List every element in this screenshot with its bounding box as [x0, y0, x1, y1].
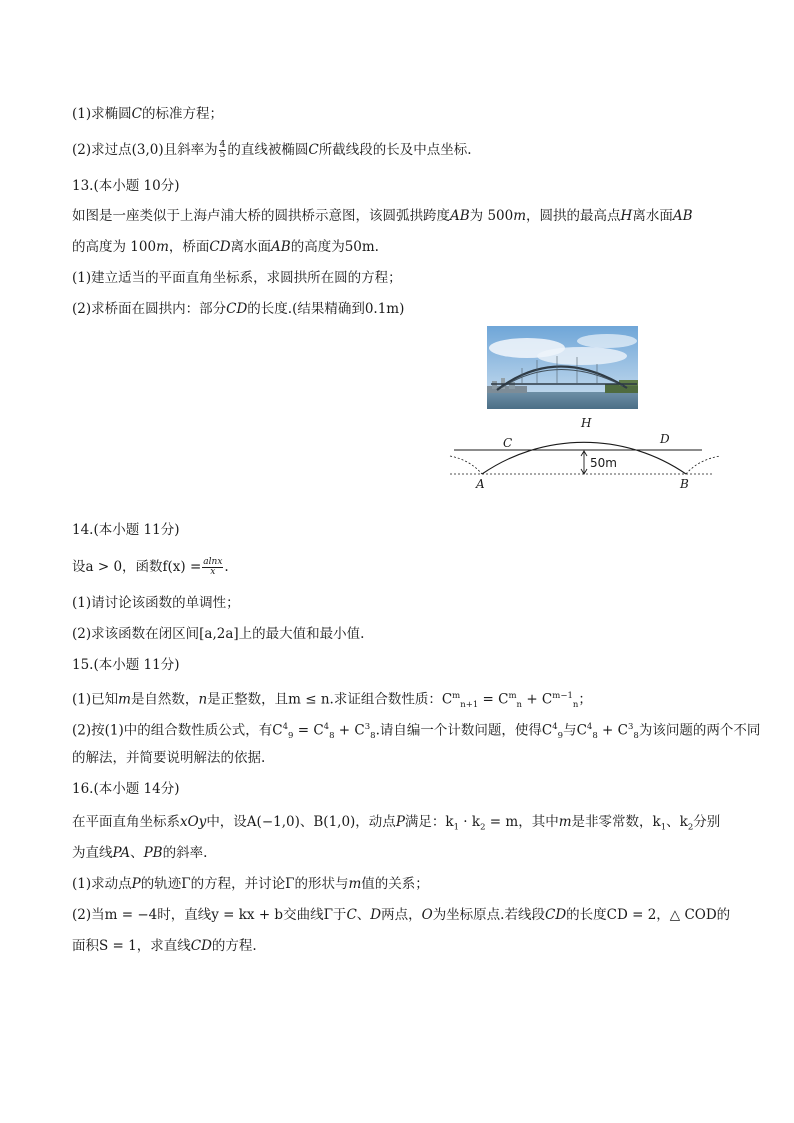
text: 的轨迹Γ的方程，并讨论Γ的形状与	[140, 876, 349, 892]
text: 的长度.(结果精确到0.1m)	[247, 301, 405, 317]
text: ，桥面	[168, 239, 210, 255]
p13-header: 13.(本小题 10分)	[72, 178, 180, 194]
label-c: C	[503, 436, 513, 450]
p16-line-2	[72, 843, 207, 863]
fraction-alnx-x	[202, 558, 223, 577]
right-dashed-curve	[686, 456, 720, 474]
var-ab: AB	[450, 208, 470, 224]
p15-question-2-cont: 的解法，并简要说明解法的依据.	[72, 750, 266, 766]
var-ab: AB	[672, 208, 693, 224]
text: 设a > 0，函数f(x) =	[72, 559, 202, 575]
p15-header: 15.(本小题 11分)	[72, 657, 180, 673]
p14-question-2: (2)求该函数在闭区间[a,2a]上的最大值和最小值.	[72, 626, 365, 642]
text: 的标准方程；	[141, 106, 223, 122]
text: (1)求椭圆	[72, 106, 132, 122]
text: 、	[356, 907, 371, 923]
var-pa: PA	[112, 845, 131, 861]
text: 两点，	[381, 907, 422, 923]
p16-line-1: 在平面直角坐标系xOy中，设A(−1,0)、B(1,0)，动点P满足：$k_1 \cdot k_2 = m$，其中m是非零常数，$k_1$、$k_2$分别	[72, 814, 721, 833]
text: (1)已知	[72, 691, 119, 708]
var-m: m	[558, 814, 572, 830]
text: 在平面直角坐标系	[72, 814, 180, 830]
text: 离水面	[632, 208, 673, 224]
text: 面积S = 1，求直线	[72, 938, 191, 954]
p16-question-2-cont	[72, 936, 257, 956]
p13-line-1	[72, 206, 693, 226]
text: 、k	[666, 814, 688, 830]
var-d: D	[370, 907, 382, 923]
text: 是非零常数，k	[571, 814, 661, 830]
text: (2)求桥面在圆拱内：部分	[72, 301, 227, 317]
p12-question-2	[72, 140, 472, 160]
bridge-photo	[487, 326, 638, 409]
text: = m，其中	[485, 814, 559, 830]
var-p: P	[395, 814, 405, 830]
p16-header: 16.(本小题 14分)	[72, 781, 180, 797]
var-p: P	[131, 876, 141, 892]
text: ；	[578, 691, 592, 708]
text: .	[224, 559, 229, 575]
text: 的方程.	[211, 938, 257, 954]
var-cd: CD	[544, 907, 567, 923]
text: 的直线被椭圆	[227, 142, 309, 158]
denominator: x	[210, 567, 216, 577]
text: 如图是一座类似于上海卢浦大桥的圆拱桥示意图，该圆弧拱跨度	[72, 208, 450, 224]
p14-question-1: (1)请讨论该函数的单调性；	[72, 595, 240, 611]
text: 是正整数，且m ≤ n.求证组合数性质：	[207, 691, 442, 708]
p16-question-2	[72, 905, 730, 925]
text: 分别	[693, 814, 721, 830]
text: (1)求动点	[72, 876, 132, 892]
var-c: C	[131, 106, 142, 122]
left-dashed-curve	[450, 456, 482, 474]
text: 值的关系；	[361, 876, 429, 892]
var-cd: CD	[190, 938, 212, 954]
p15-question-2	[72, 717, 760, 746]
combination-sum: $C^4_8 + C^3_8$	[576, 722, 639, 742]
label-50m: 50m	[590, 456, 617, 470]
denominator: 5	[219, 150, 226, 160]
var-o: O	[421, 907, 433, 923]
p14-line-1	[72, 557, 229, 577]
var-n: n	[198, 691, 208, 708]
text: · k	[459, 814, 481, 830]
var-m: m	[156, 239, 169, 255]
text: 的长度CD = 2，	[566, 907, 670, 923]
p14-header: 14.(本小题 11分)	[72, 522, 180, 538]
text: (2)求过点(3,0)且斜率为	[72, 142, 218, 158]
text: 是自然数，	[130, 691, 199, 708]
var-m: m	[118, 691, 131, 708]
text: .请自编一个计数问题，使得	[375, 722, 542, 739]
text: 为该问题的两个不同	[638, 722, 761, 739]
p15-question-1	[72, 686, 592, 715]
text: 、	[130, 845, 144, 861]
var-ab: AB	[271, 239, 291, 255]
text: △ COD的	[669, 907, 731, 923]
text: 满足：k	[404, 814, 454, 830]
text: 所截线段的长及中点坐标.	[318, 142, 472, 158]
text: 的斜率.	[162, 845, 208, 861]
arch-diagram	[440, 412, 730, 494]
var-pb: PB	[143, 845, 163, 861]
combination-identity: $C^m_{n+1} = C^m_n + C^{m-1}_n$	[441, 691, 579, 711]
text: (2)按(1)中的组合数性质公式，有	[72, 722, 273, 739]
combination-c49: $C^4_9$	[541, 722, 564, 742]
label-d: D	[660, 432, 670, 446]
var-xoy: xOy	[180, 814, 207, 830]
text: ，圆拱的最高点	[526, 208, 621, 224]
var-cd: CD	[209, 239, 231, 255]
text: 为 500	[469, 208, 514, 224]
var-h: H	[620, 208, 633, 224]
text: 为直线	[72, 845, 113, 861]
var-c: C	[308, 142, 319, 158]
numerator: alnx	[203, 557, 223, 567]
p13-question-2	[72, 299, 404, 319]
var-m: m	[513, 208, 527, 224]
numerator: 4	[219, 140, 226, 150]
var-cd: CD	[226, 301, 248, 317]
var-m: m	[348, 876, 362, 892]
label-h: H	[581, 416, 592, 430]
fraction-4-5	[219, 141, 227, 160]
text: 离水面	[230, 239, 272, 255]
text: 的高度为 100	[72, 239, 157, 255]
text: 为坐标原点.若线段	[432, 907, 545, 923]
p13-line-2	[72, 237, 379, 257]
text: 中，设A(−1,0)、B(1,0)，动点	[206, 814, 396, 830]
label-b: B	[680, 477, 689, 491]
text: 的高度为50m.	[290, 239, 379, 255]
p16-question-1	[72, 874, 429, 894]
p12-question-1	[72, 104, 223, 124]
combination-example: $C^4_9 = C^4_8 + C^3_8$	[272, 722, 376, 742]
label-a: A	[476, 477, 485, 491]
text: 与	[563, 722, 577, 739]
text: (2)当m = −4时，直线y = kx + b交曲线Γ于	[72, 907, 347, 923]
p13-question-1: (1)建立适当的平面直角坐标系，求圆拱所在圆的方程；	[72, 270, 402, 286]
var-c: C	[346, 907, 357, 923]
